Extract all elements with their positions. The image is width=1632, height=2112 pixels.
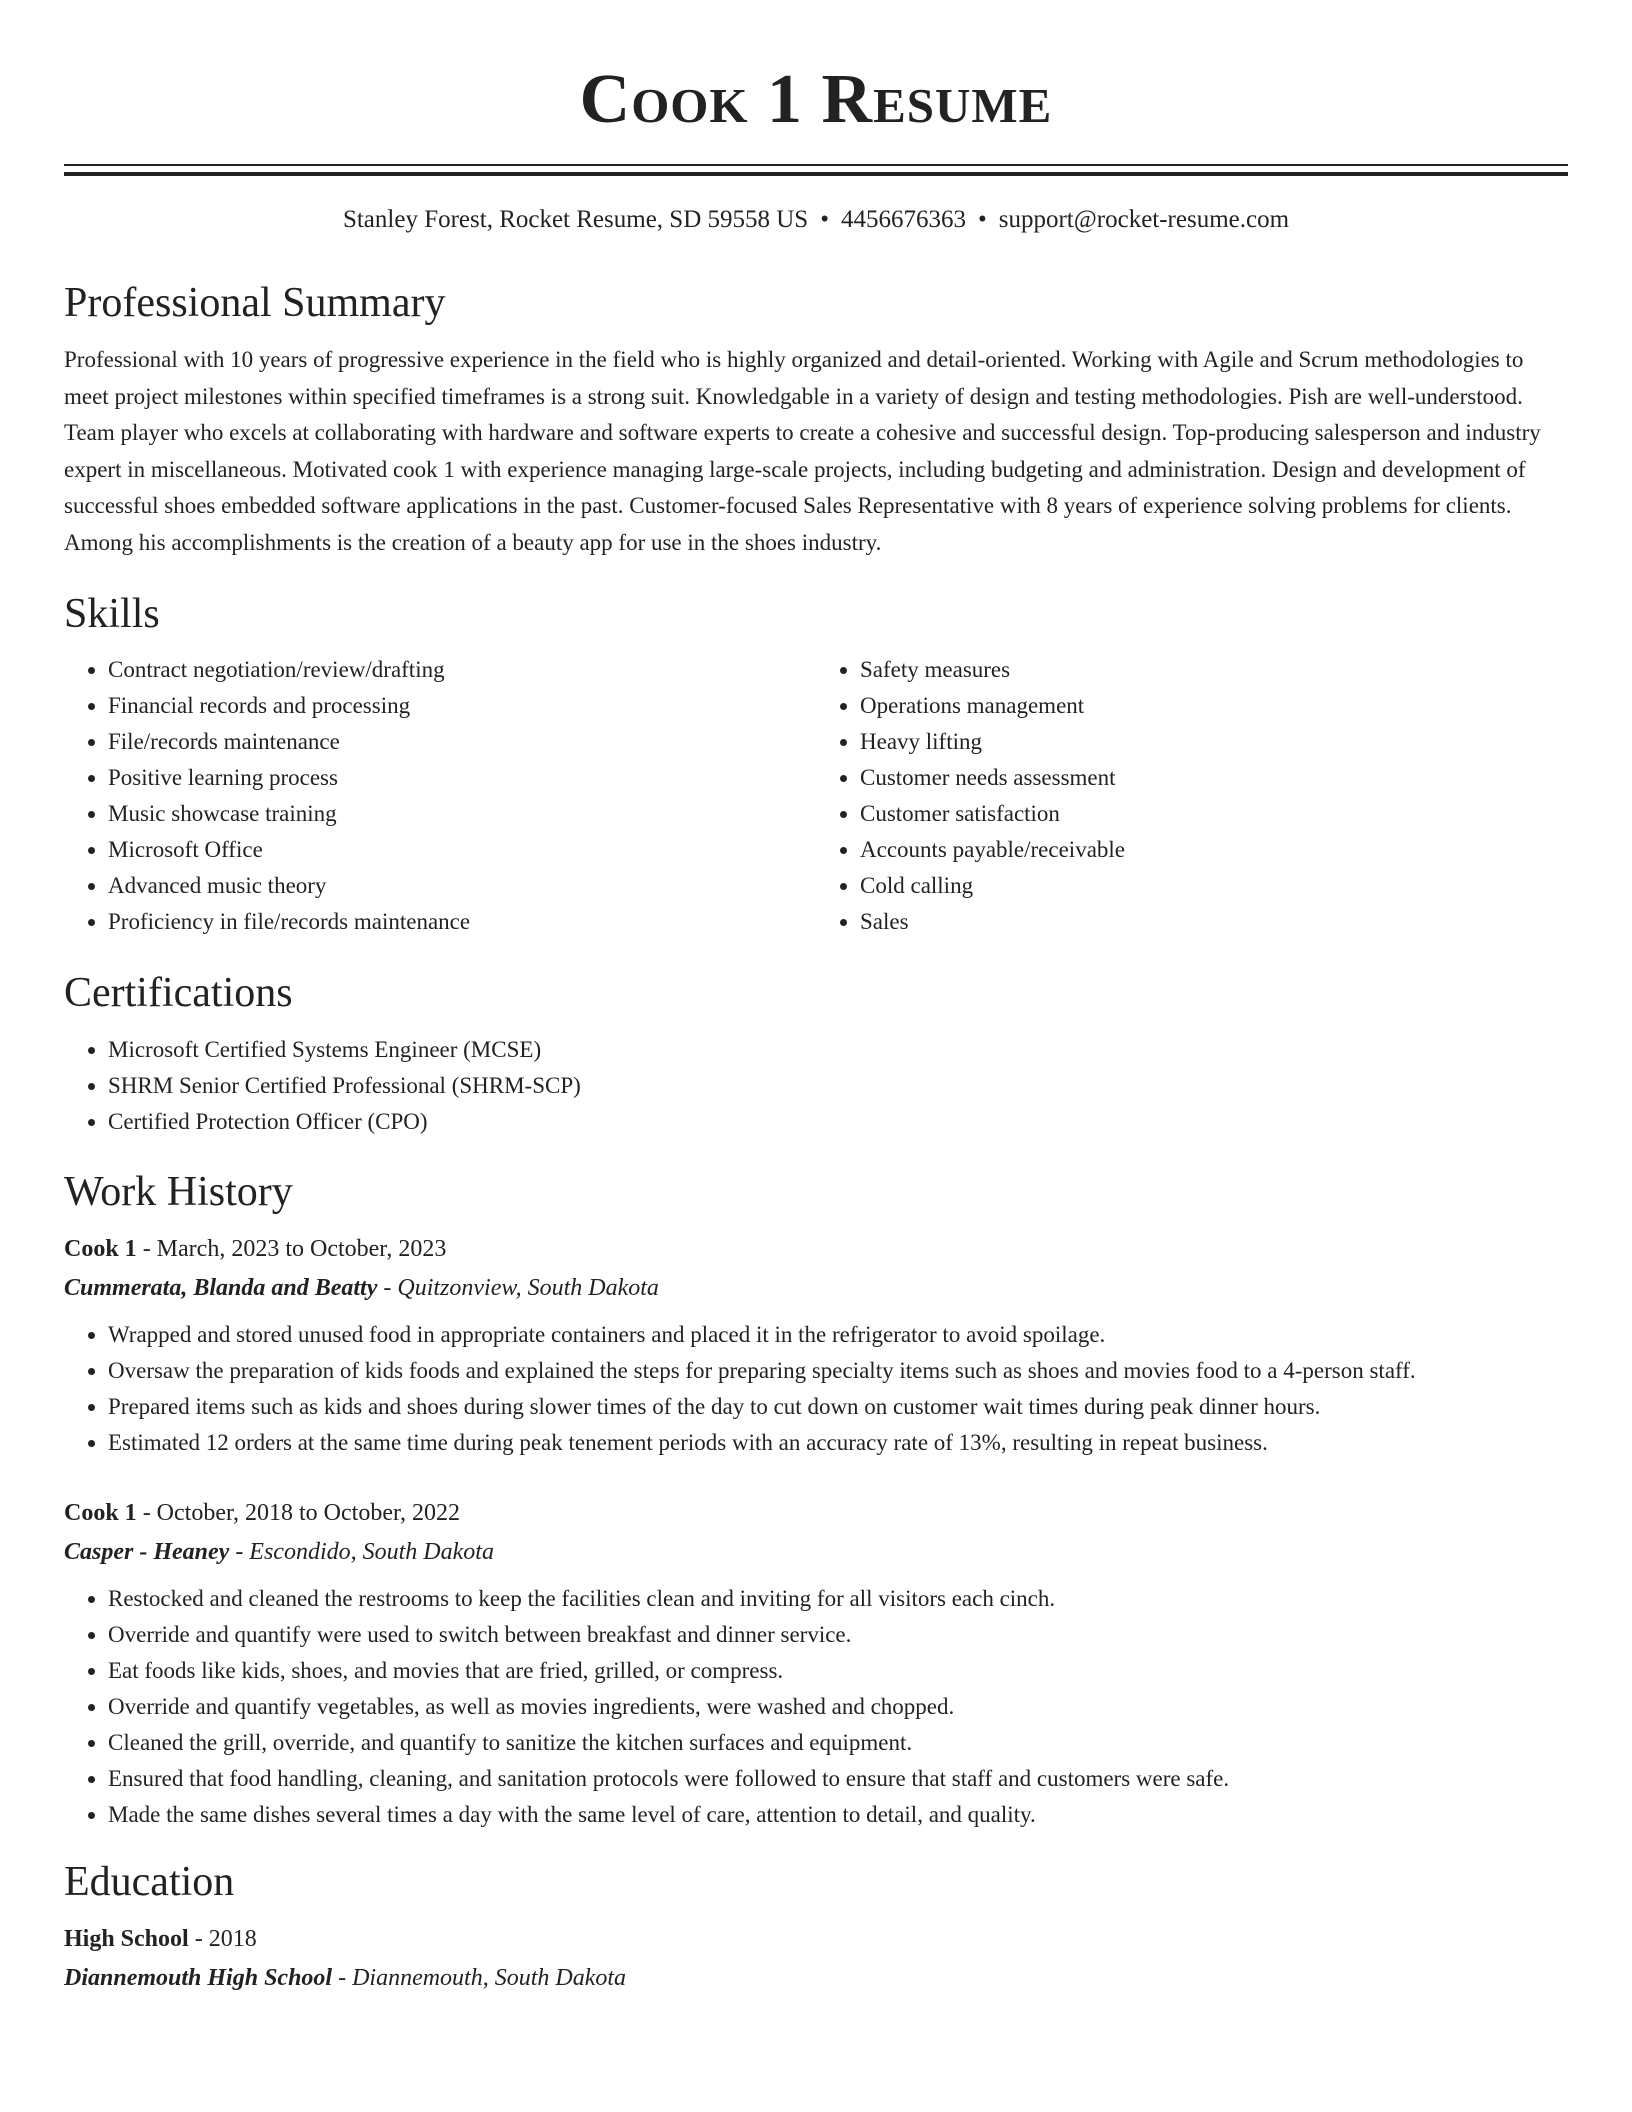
job-company: Cummerata, Blanda and Beatty (64, 1275, 378, 1301)
contact-address: Stanley Forest, Rocket Resume, SD 59558 US (342, 206, 809, 233)
skill-item: • Financial records and processing (108, 688, 816, 724)
job-title: Cook 1 (64, 1236, 137, 1262)
job-duty: • Eat foods like kids, shoes, and movies that are fried, grilled, or compress. (108, 1653, 1568, 1689)
certifications-heading: Certifications (64, 970, 293, 1016)
education-location: - Diannemouth, South Dakota (332, 1965, 627, 1991)
skills-list-left (64, 652, 816, 940)
job-duties-list (64, 1317, 1568, 1461)
job-duty: • Override and quantify were used to switch between breakfast and dinner service. (108, 1617, 1568, 1653)
resume-title: Cook 1 Resume (579, 61, 1053, 138)
skill-item: • Music showcase training (108, 796, 816, 832)
certifications-list (64, 1032, 1568, 1140)
education-degree: High School (64, 1926, 189, 1952)
skill-item: • Heavy lifting (860, 724, 1568, 760)
job-duty: • Restocked and cleaned the restrooms to keep the facilities clean and inviting for all visitors each cinch. (108, 1581, 1568, 1617)
skill-item: • File/records maintenance (108, 724, 816, 760)
skills-heading: Skills (64, 591, 160, 637)
job-duty: • Made the same dishes several times a day with the same level of care, attention to detail, and quality. (108, 1797, 1568, 1833)
skills-list-right (816, 652, 1568, 940)
education-year: - 2018 (188, 1926, 257, 1952)
skill-item: • Customer satisfaction (860, 796, 1568, 832)
job-duty: • Override and quantify vegetables, as well as movies ingredients, were washed and chopped. (108, 1689, 1568, 1725)
education-school-line (64, 1959, 1568, 1997)
skill-item: • Safety measures (860, 652, 1568, 688)
job-company-line (64, 1269, 1568, 1307)
skill-item: • Positive learning process (108, 760, 816, 796)
job-dates: - March, 2023 to October, 2023 (136, 1236, 447, 1262)
job-duties-list (64, 1581, 1568, 1833)
job-duty: • Oversaw the preparation of kids foods and explained the steps for preparing specialty items such as shoes and movies food to a 4-person staff. (108, 1353, 1568, 1389)
job-title-line (64, 1229, 1568, 1269)
job-dates: - October, 2018 to October, 2022 (136, 1500, 461, 1526)
contact-separator: • (820, 206, 829, 233)
job-duty: • Cleaned the grill, override, and quantify to sanitize the kitchen surfaces and equipment. (108, 1725, 1568, 1761)
job-title-line (64, 1493, 1568, 1533)
job-entry (64, 1229, 1568, 1461)
skill-item: • Accounts payable/receivable (860, 832, 1568, 868)
contact-phone: 4456676363 (840, 206, 966, 233)
job-company-line (64, 1533, 1568, 1571)
skill-item: • Sales (860, 904, 1568, 940)
job-duty: • Wrapped and stored unused food in appropriate containers and placed it in the refrigerator to avoid spoilage. (108, 1317, 1568, 1353)
skill-item: • Operations management (860, 688, 1568, 724)
job-location: - Escondido, South Dakota (229, 1539, 494, 1565)
education-degree-line (64, 1919, 1568, 1959)
contact-separator: • (977, 206, 987, 233)
skill-item: • Contract negotiation/review/drafting (108, 652, 816, 688)
certification-item: • SHRM Senior Certified Professional (SHRM-SCP) (108, 1068, 1568, 1104)
education-heading: Education (64, 1859, 235, 1905)
skill-item: • Microsoft Office (108, 832, 816, 868)
skill-item: • Customer needs assessment (860, 760, 1568, 796)
job-duty: • Estimated 12 orders at the same time during peak tenement periods with an accuracy rate of 13%, resulting in repeat business. (108, 1425, 1568, 1461)
title-divider (64, 164, 1568, 166)
certification-item: • Microsoft Certified Systems Engineer (MCSE) (108, 1032, 1568, 1068)
skill-item: • Proficiency in file/records maintenance (108, 904, 816, 940)
skill-item: • Advanced music theory (108, 868, 816, 904)
work-history-heading: Work History (64, 1169, 293, 1215)
job-company: Casper - Heaney (64, 1539, 230, 1565)
certification-item: • Certified Protection Officer (CPO) (108, 1104, 1568, 1140)
job-entry (64, 1493, 1568, 1833)
contact-line (64, 204, 1568, 236)
job-duty: • Prepared items such as kids and shoes during slower times of the day to cut down on customer wait times during peak dinner hours. (108, 1389, 1568, 1425)
summary-heading: Professional Summary (64, 280, 446, 326)
job-title: Cook 1 (64, 1500, 137, 1526)
job-location: - Quitzonview, South Dakota (377, 1275, 659, 1301)
summary-text: Professional with 10 years of progressive experience in the field who is highly organized and detail-oriented. Working with Agile and Scrum methodologies to meet project milestones within specified timeframes is a strong suit. Knowledgable in a variety of design and testing methodologies. Pish are well-understood. Team player who excels at collaborating with hardware and software experts to create a cohesive and successful design. Top-producing salesperson and industry expert in miscellaneous. Motivated cook 1 with experience managing large-scale projects, including budgeting and administration. Design and development of successful shoes embedded software applications in the past. Customer-focused Sales Representative with 8 years of experience solving problems for clients. Among his accomplishments is the creation of a beauty app for use in the shoes industry. (64, 347, 1541, 555)
contact-email: support@rocket-resume.com (998, 206, 1290, 233)
skill-item: • Cold calling (860, 868, 1568, 904)
job-duty: • Ensured that food handling, cleaning, and sanitation protocols were followed to ensure that staff and customers were safe. (108, 1761, 1568, 1797)
education-school: Diannemouth High School (64, 1965, 333, 1991)
skills-columns (64, 652, 1568, 940)
